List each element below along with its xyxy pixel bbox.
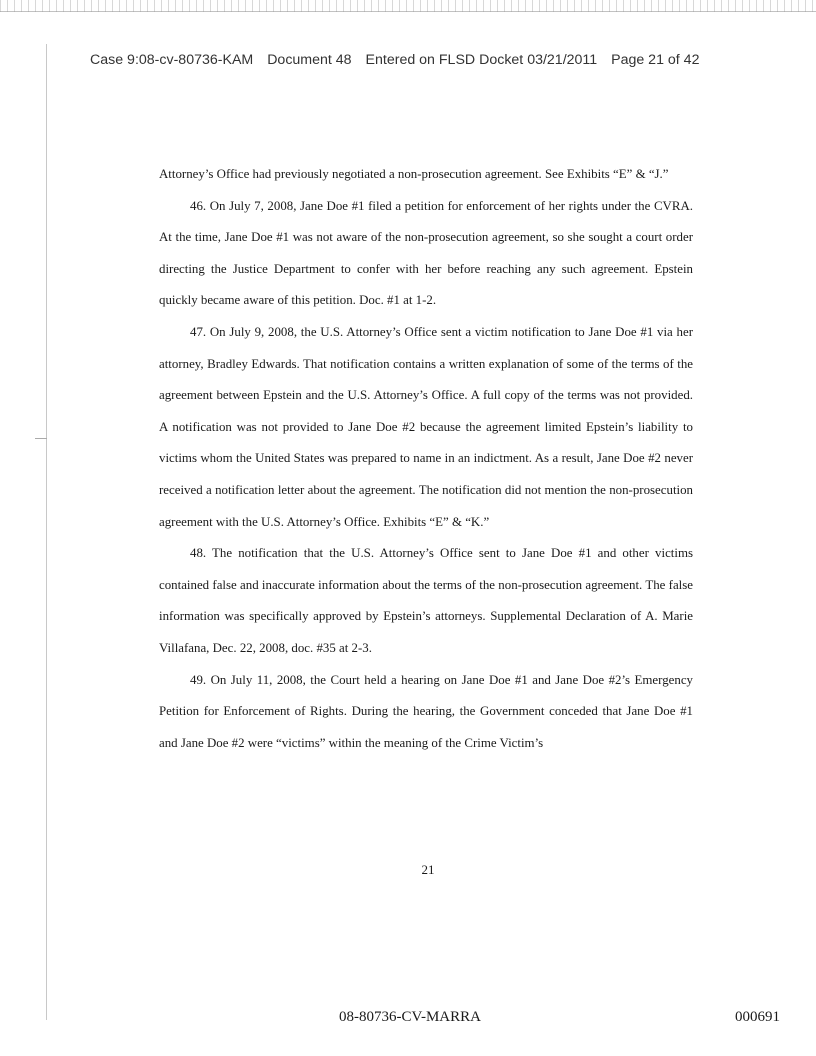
header-case: Case 9:08-cv-80736-KAM xyxy=(90,52,254,68)
left-margin-rule xyxy=(46,44,47,1020)
footer-bates-number: 000691 xyxy=(735,1009,780,1025)
header-document: Document 48 xyxy=(267,52,352,68)
paragraph-46: 46. On July 7, 2008, Jane Doe #1 filed a petition for enforcement of her rights under the CVRA. At the time, Jane Doe #1 was not aware of the non-prosecution agreement, so she sought a court order directing the Justice Department to confer with her before reaching any such agreement. Epstein quickly became aware of this petition. Doc. #1 at 1-2. xyxy=(159,198,693,308)
docket-header xyxy=(90,52,790,68)
left-margin-tick xyxy=(35,438,47,439)
footer-case-number: 08-80736-CV-MARRA xyxy=(339,1009,481,1025)
paragraph-47: 47. On July 9, 2008, the U.S. Attorney’s Office sent a victim notification to Jane Doe #1 via her attorney, Bradley Edwards. That notification contains a written explanation of some of the terms of the agreement between Epstein and the U.S. Attorney’s Office. A full copy of the terms was not provided. A notification was not provided to Jane Doe #2 because the agreement limited Epstein’s liability to victims whom the United States was prepared to name in an indictment. As a result, Jane Doe #2 never received a notification letter about the agreement. The notification did not mention the non-prosecution agreement with the U.S. Attorney’s Office. Exhibits “E” & “K.” xyxy=(159,324,693,529)
page-number: 21 xyxy=(421,862,435,877)
header-page: Page 21 of 42 xyxy=(611,52,700,68)
header-entered: Entered on FLSD Docket 03/21/2011 xyxy=(365,52,598,68)
document-body xyxy=(159,159,693,759)
paragraph-49: 49. On July 11, 2008, the Court held a hearing on Jane Doe #1 and Jane Doe #2’s Emergency Petition for Enforcement of Rights. During the hearing, the Government conceded that Jane Doe #1 and Jane Doe #2 were “victims” within the meaning of the Crime Victim’s xyxy=(159,672,693,750)
scan-edge-line xyxy=(0,11,816,12)
paragraph-48: 48. The notification that the U.S. Attorney’s Office sent to Jane Doe #1 and other victims contained false and inaccurate information about the terms of the non-prosecution agreement. The false information was specifically approved by Epstein’s attorneys. Supplemental Declaration of A. Marie Villafana, Dec. 22, 2008, doc. #35 at 2-3. xyxy=(159,546,693,655)
paragraph-continuation: Attorney’s Office had previously negotiated a non-prosecution agreement. See Exhibits “E” & “J.” xyxy=(159,167,669,181)
